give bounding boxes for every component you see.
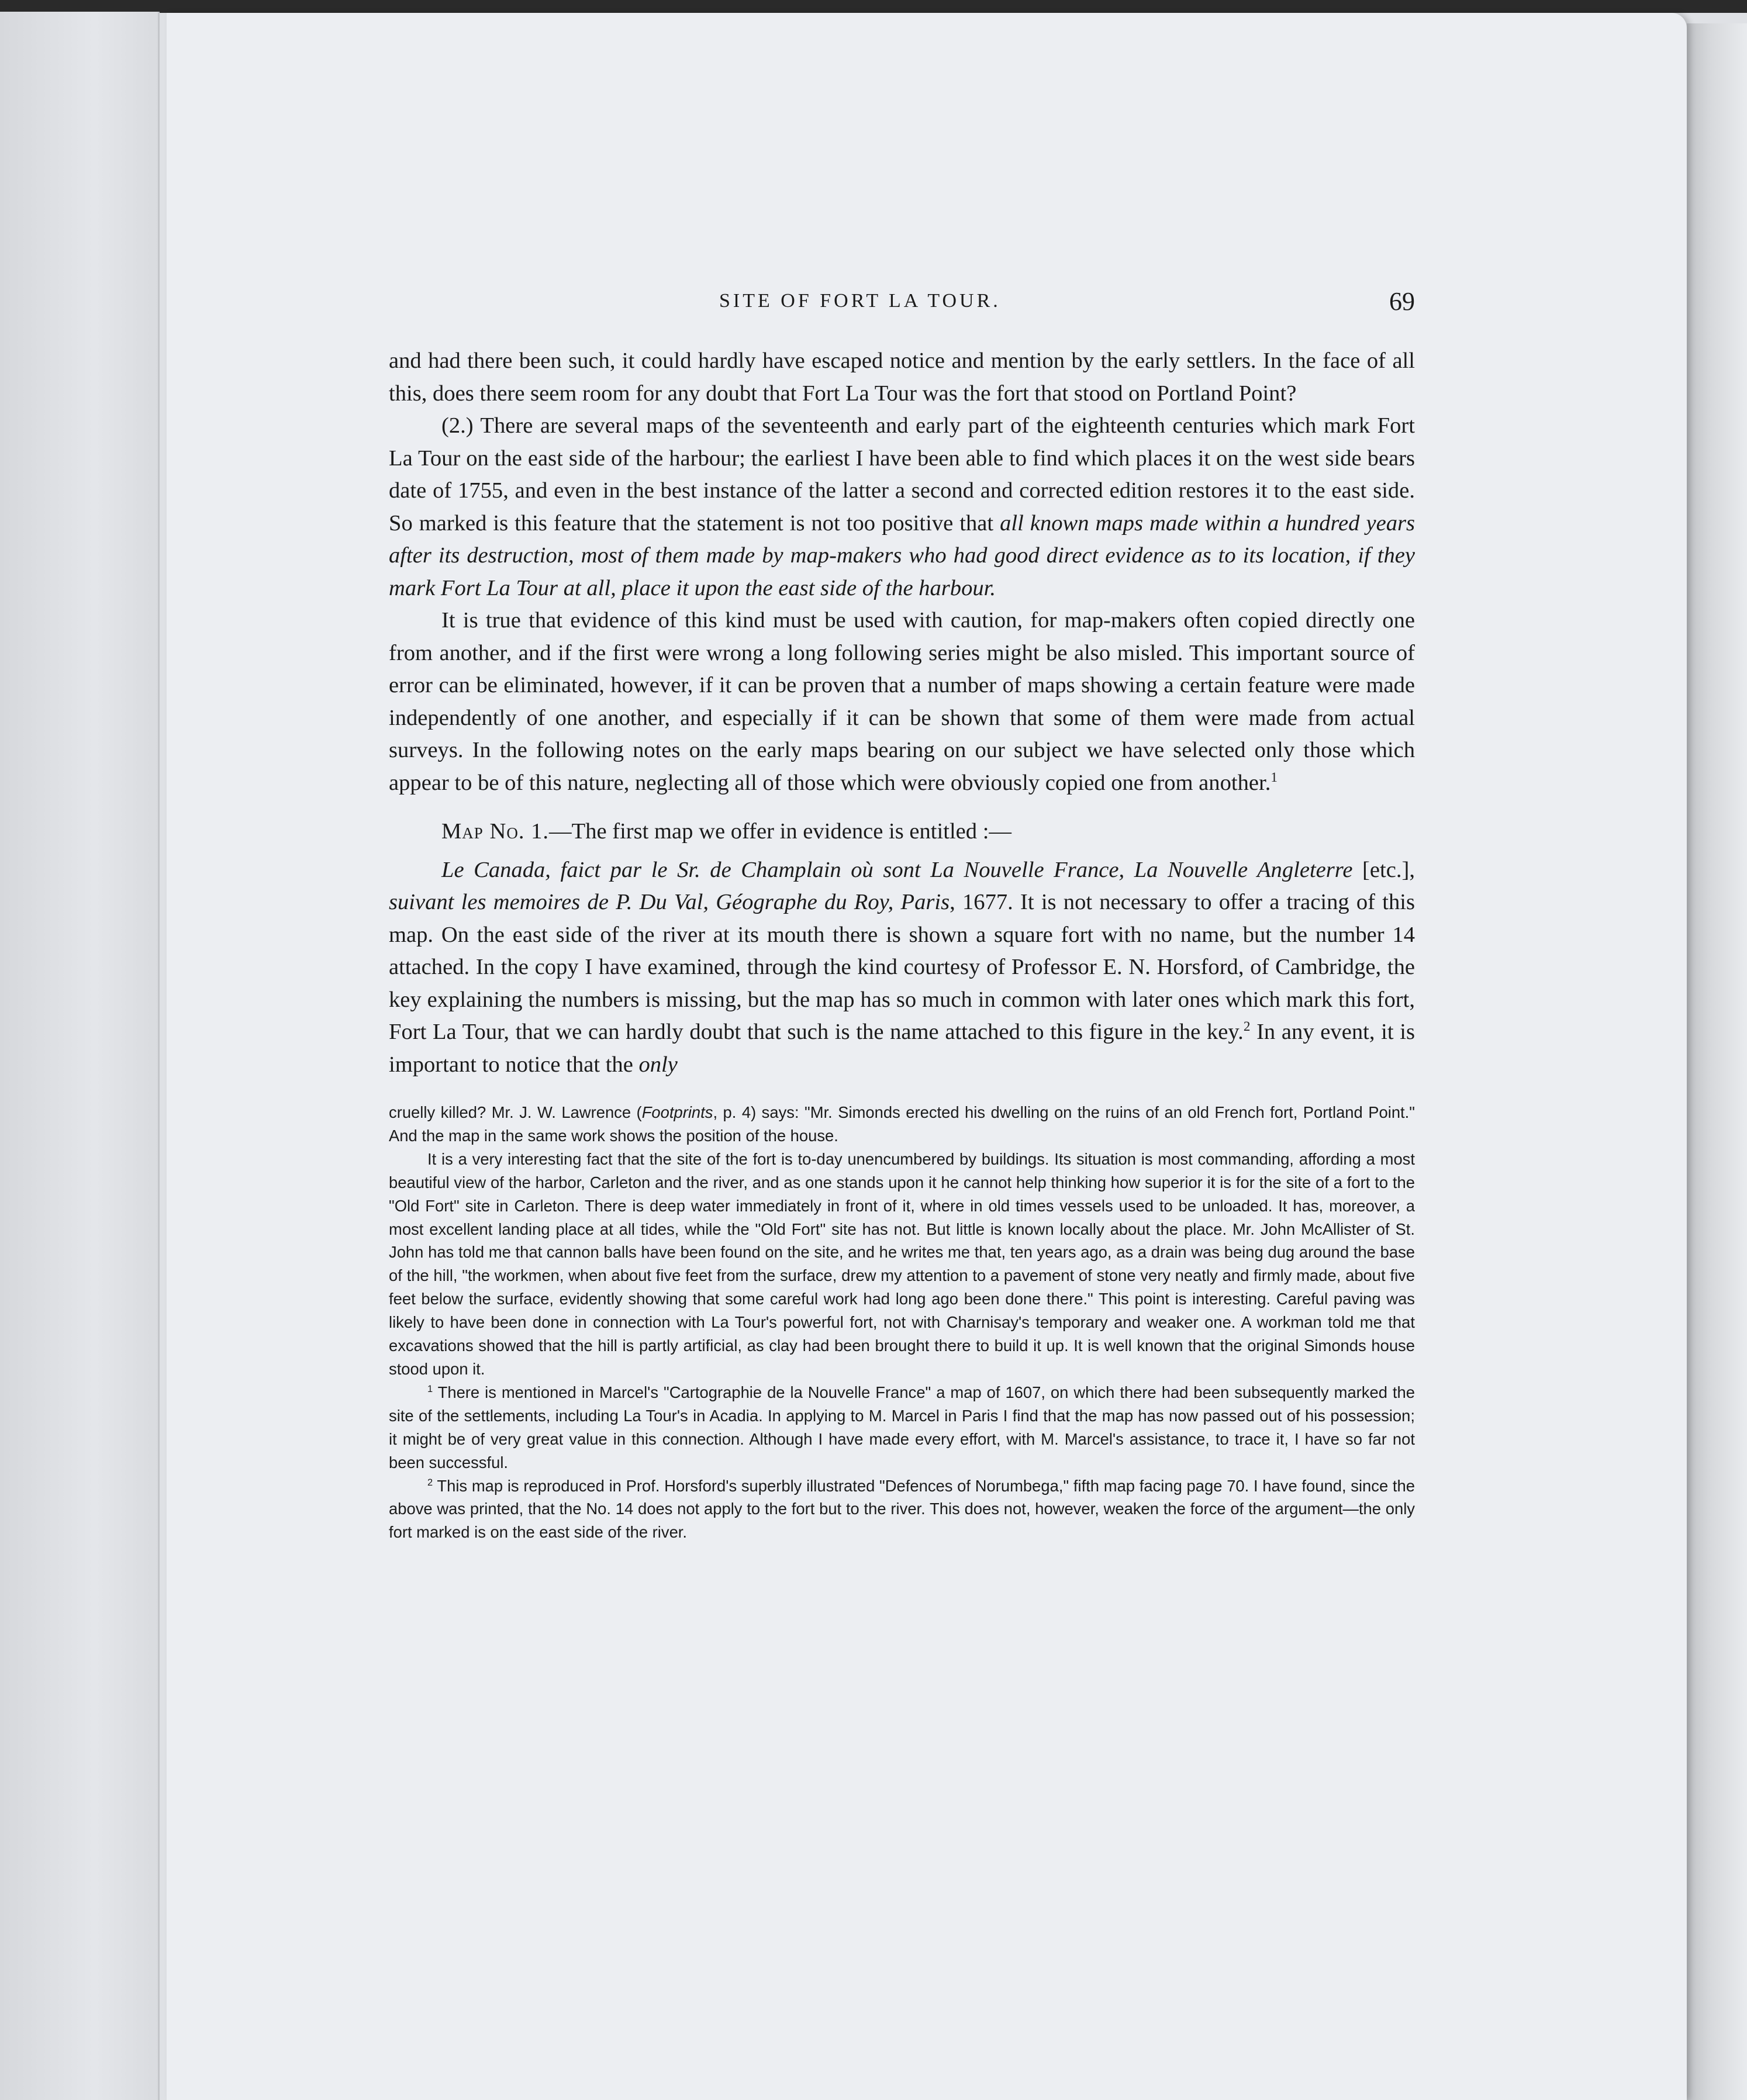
paragraph-map-1: Le Canada, faict par le Sr. de Champlain où sont La Nouvelle France, La Nouvelle Angleterre [etc.], suivant les memoires de P. Du Val, Géographe du Roy, Paris, 1677. It is not necessary to offer a tracing of this map. On the east side of the river at its mouth there is shown a square fort with no name, but the number 14 attached. In the copy I have examined, through the kind courtesy of Professor E. N. Horsford, of Cambridge, the key explaining the numbers is missing, but the map has so much in common with later ones which mark this fort, Fort La Tour, that we can hardly doubt that such is the name attached to this figure in the key.$^2$ In any event, it is important to notice that the only	[389, 857, 1415, 1077]
map-heading-paragraph: Map No. 1.—The first map we offer in evidence is entitled :—	[441, 819, 1012, 844]
footnote-ref-2: 2	[1243, 1019, 1251, 1035]
paragraph-2: (2.) There are several maps of the seventeenth and early part of the eighteenth centuries which mark Fort La Tour on the east side of the harbour; the earliest I have been able to find which places it on the west side bears date of 1755, and even in the best instance of the latter a second and corrected edition restores it to the east side. So marked is this feature that the statement is not too positive that all known maps made within a hundred years after its destruction, most of them made by map-makers who had good direct evidence as to its location, if they mark Fort La Tour at all, place it upon the east side of the harbour.	[389, 413, 1415, 600]
running-head	[389, 286, 1415, 322]
footnotes	[389, 1101, 1415, 1544]
page-number: 69	[1389, 287, 1415, 316]
running-title: SITE OF FORT LA TOUR.	[719, 290, 1001, 312]
footnote-1: $^1$ There is mentioned in Marcel's "Cartographie de la Nouvelle France" a map of 1607, on which there had been subsequently marked the site of the settlements, including La Tour's in Acadia. In applying to M. Marcel in Paris I find that the map has now passed out of his possession; it might be of very great value in this connection. Although I have made every effort, with M. Marcel's assistance, to trace it, I have so far not been successful.	[389, 1383, 1415, 1472]
paragraph-3: It is true that evidence of this kind must be used with caution, for map-makers often copied directly one from another, and if the first were wrong a long following series might be also misled. This important source of error can be eliminated, however, if it can be proven that a number of maps showing a certain feature were made independently of one another, and especially if it can be shown that some of them were made from actual surveys. In the following notes on the early maps bearing on our subject we have selected only those which appear to be of this nature, neglecting all of those which were obviously copied one from another.$^1$	[389, 608, 1415, 795]
page-content	[389, 286, 1415, 1544]
facing-page-edge	[0, 12, 160, 2100]
map-heading: Map No. 1.	[441, 819, 550, 844]
scan-top-edge	[0, 0, 1747, 13]
footnote-ref-1: 1	[1270, 769, 1278, 785]
footnote-2: $^2$ This map is reproduced in Prof. Horsford's superbly illustrated "Defences of Norumbega," fifth map facing page 70. I have found, since the above was printed, that the No. 14 does not apply to the fort but to the river. This does not, however, weaken the force of the argument—the only fort marked is on the east side of the river.	[389, 1476, 1415, 1542]
footnote-continuation-2: It is a very interesting fact that the site of the fort is to-day unencumbered by buildings. Its situation is most commanding, affording a most beautiful view of the harbor, Carleton and the river, and as one stands upon it he cannot help thinking how superior it is for the site of a fort to the "Old Fort" site in Carleton. There is deep water immediately in front of it, where in old times vessels used to be unloaded. It has, moreover, a most excellent landing place at all tides, while the "Old Fort" site has not. But little is known locally about the place. Mr. John McAllister of St. John has told me that cannon balls have been found on the site, and he writes me that, ten years ago, as a drain was being dug around the base of the hill, "the workmen, when about five feet from the surface, drew my attention to a pavement of stone very neatly and firmly made, about five feet below the surface, evidently showing that some careful work had long ago been done there." This point is interesting. Careful paving was likely to have been done in connection with La Tour's powerful fort, not with Charnisay's temporary and weaker one. A workman told me that excavations showed that the hill is partly artificial, as clay had been brought there to build it up. It is well known that the original Simonds house stood upon it.	[389, 1149, 1415, 1378]
footnote-continuation: cruelly killed? Mr. J. W. Lawrence (Footprints, p. 4) says: "Mr. Simonds erected his dwelling on the ruins of an old French fort, Portland Point." And the map in the same work shows the position of the house.	[389, 1103, 1415, 1145]
main-text	[389, 345, 1415, 1081]
paragraph-1: and had there been such, it could hardly have escaped notice and mention by the early settlers. In the face of all this, does there seem room for any doubt that Fort La Tour was the fort that stood on Portland Point?	[389, 348, 1415, 406]
page-right-edge	[1687, 23, 1747, 2100]
